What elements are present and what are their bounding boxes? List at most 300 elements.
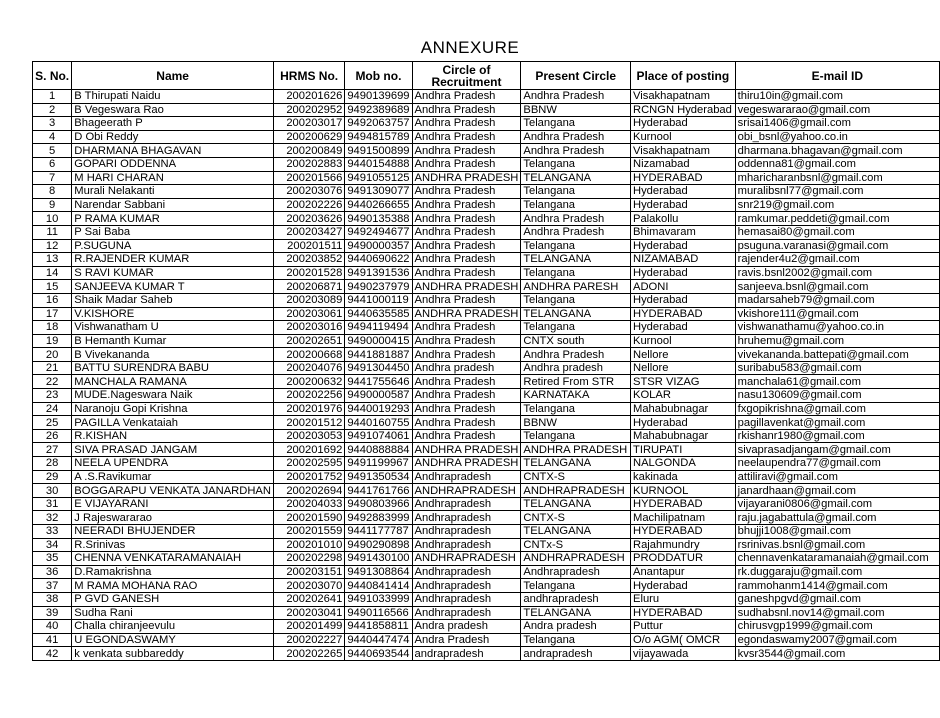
cell-circle-of-recruitment: Andhrapradesh: [412, 565, 521, 579]
cell-present-circle: andhrapradesh: [521, 592, 631, 606]
cell-email: oddenna81@gmail.com: [735, 157, 939, 171]
cell-circle-of-recruitment: ANDHRA PRADESH: [412, 443, 521, 457]
cell-name: B Hemanth Kumar: [72, 334, 274, 348]
cell-hrms-no: 200202694: [273, 484, 344, 498]
column-header-name: Name: [72, 62, 274, 90]
cell-circle-of-recruitment: Andhra Pradesh: [412, 348, 521, 362]
cell-place-of-posting: Visakhapatnam: [631, 144, 736, 158]
cell-place-of-posting: Puttur: [631, 620, 736, 634]
table-row: [33, 511, 940, 525]
cell-mobile: 9492389689: [345, 103, 412, 117]
cell-place-of-posting: KOLAR: [631, 389, 736, 403]
table-row: [33, 416, 940, 430]
cell-name: Vishwanatham U: [72, 321, 274, 335]
cell-place-of-posting: STSR VIZAG: [631, 375, 736, 389]
cell-email: sanjeeva.bsnl@gmail.com: [735, 280, 939, 294]
table-row: [33, 171, 940, 185]
cell-mobile: 9491391536: [345, 266, 412, 280]
cell-name: Bhageerath P: [72, 117, 274, 131]
cell-name: BATTU SURENDRA BABU: [72, 361, 274, 375]
cell-hrms-no: 200203017: [273, 117, 344, 131]
cell-name: PAGILLA Venkataiah: [72, 416, 274, 430]
cell-mobile: 9491074061: [345, 429, 412, 443]
cell-hrms-no: 200201590: [273, 511, 344, 525]
cell-present-circle: TELANGANA: [521, 606, 631, 620]
cell-present-circle: Andra pradesh: [521, 620, 631, 634]
cell-name: P RAMA KUMAR: [72, 212, 274, 226]
column-header-hrms: HRMS No.: [273, 62, 344, 90]
cell-sno: 14: [33, 266, 72, 280]
cell-sno: 41: [33, 633, 72, 647]
cell-present-circle: Telangana: [521, 198, 631, 212]
cell-sno: 15: [33, 280, 72, 294]
cell-mobile: 9491199967: [345, 457, 412, 471]
table-row: [33, 361, 940, 375]
cell-mobile: 9490116566: [345, 606, 412, 620]
cell-email: manchala61@gmail.com: [735, 375, 939, 389]
cell-sno: 37: [33, 579, 72, 593]
cell-name: B Vivekananda: [72, 348, 274, 362]
cell-mobile: 9490139699: [345, 90, 412, 104]
cell-circle-of-recruitment: Andhra Pradesh: [412, 389, 521, 403]
cell-hrms-no: 200202883: [273, 157, 344, 171]
cell-sno: 5: [33, 144, 72, 158]
cell-present-circle: Telangana: [521, 293, 631, 307]
cell-hrms-no: 200201566: [273, 171, 344, 185]
cell-circle-of-recruitment: ANDHRAPRADESH: [412, 484, 521, 498]
cell-hrms-no: 200204033: [273, 497, 344, 511]
cell-email: suribabu583@gmail.com: [735, 361, 939, 375]
cell-name: R.RAJENDER KUMAR: [72, 253, 274, 267]
cell-place-of-posting: kakinada: [631, 470, 736, 484]
table-header-row: [33, 62, 940, 90]
cell-email: snr219@gmail.com: [735, 198, 939, 212]
cell-circle-of-recruitment: ANDHRA PRADESH: [412, 307, 521, 321]
cell-email: vkishore111@gmail.com: [735, 307, 939, 321]
cell-circle-of-recruitment: Andhra Pradesh: [412, 239, 521, 253]
cell-circle-of-recruitment: andrapradesh: [412, 647, 521, 661]
cell-circle-of-recruitment: Andhrapradesh: [412, 470, 521, 484]
cell-name: M RAMA MOHANA RAO: [72, 579, 274, 593]
cell-name: D.Ramakrishna: [72, 565, 274, 579]
cell-sno: 21: [33, 361, 72, 375]
cell-email: neelaupendra77@gmail.com: [735, 457, 939, 471]
cell-place-of-posting: NALGONDA: [631, 457, 736, 471]
table-row: [33, 198, 940, 212]
cell-place-of-posting: ADONI: [631, 280, 736, 294]
cell-circle-of-recruitment: Andhra Pradesh: [412, 198, 521, 212]
cell-hrms-no: 200201512: [273, 416, 344, 430]
cell-circle-of-recruitment: Andhrapradesh: [412, 592, 521, 606]
cell-circle-of-recruitment: Andhrapradesh: [412, 606, 521, 620]
cell-email: rajender4u2@gmail.com: [735, 253, 939, 267]
cell-email: ganeshpgvd@gmail.com: [735, 592, 939, 606]
cell-sno: 7: [33, 171, 72, 185]
cell-mobile: 9440841414: [345, 579, 412, 593]
cell-present-circle: Telangana: [521, 321, 631, 335]
cell-sno: 19: [33, 334, 72, 348]
table-row: [33, 592, 940, 606]
cell-present-circle: Andhra Pradesh: [521, 225, 631, 239]
table-row: [33, 266, 940, 280]
cell-circle-of-recruitment: Andhra Pradesh: [412, 375, 521, 389]
cell-name: S RAVI KUMAR: [72, 266, 274, 280]
cell-mobile: 9441000119: [345, 293, 412, 307]
cell-circle-of-recruitment: Andhra Pradesh: [412, 90, 521, 104]
cell-present-circle: Telangana: [521, 429, 631, 443]
cell-place-of-posting: vijayawada: [631, 647, 736, 661]
cell-hrms-no: 200203041: [273, 606, 344, 620]
cell-sno: 4: [33, 130, 72, 144]
cell-place-of-posting: Nellore: [631, 348, 736, 362]
cell-email: hemasai80@gmail.com: [735, 225, 939, 239]
cell-present-circle: CNTX-S: [521, 511, 631, 525]
cell-present-circle: TELANGANA: [521, 497, 631, 511]
cell-place-of-posting: Hyderabad: [631, 321, 736, 335]
cell-hrms-no: 200202651: [273, 334, 344, 348]
table-row: [33, 484, 940, 498]
cell-place-of-posting: Machilipatnam: [631, 511, 736, 525]
table-row: [33, 470, 940, 484]
table-row: [33, 185, 940, 199]
cell-hrms-no: 200201010: [273, 538, 344, 552]
cell-mobile: 9490000587: [345, 389, 412, 403]
cell-hrms-no: 200200668: [273, 348, 344, 362]
cell-place-of-posting: Mahabubnagar: [631, 429, 736, 443]
cell-sno: 33: [33, 525, 72, 539]
cell-name: M HARI CHARAN: [72, 171, 274, 185]
table-row: [33, 130, 940, 144]
cell-circle-of-recruitment: Andhra Pradesh: [412, 185, 521, 199]
annexure-table: [32, 61, 940, 661]
cell-present-circle: BBNW: [521, 416, 631, 430]
cell-sno: 27: [33, 443, 72, 457]
cell-sno: 30: [33, 484, 72, 498]
table-row: [33, 253, 940, 267]
table-row: [33, 239, 940, 253]
cell-present-circle: BBNW: [521, 103, 631, 117]
cell-circle-of-recruitment: Andhrapradesh: [412, 538, 521, 552]
cell-mobile: 9440154888: [345, 157, 412, 171]
table-row: [33, 443, 940, 457]
cell-hrms-no: 200203061: [273, 307, 344, 321]
table-row: [33, 525, 940, 539]
cell-mobile: 9440160755: [345, 416, 412, 430]
cell-name: Sudha Rani: [72, 606, 274, 620]
cell-email: nasu130609@gmail.com: [735, 389, 939, 403]
table-row: [33, 647, 940, 661]
cell-mobile: 9440447474: [345, 633, 412, 647]
cell-sno: 35: [33, 552, 72, 566]
cell-present-circle: ANDHRAPRADESH: [521, 552, 631, 566]
cell-name: GOPARI ODDENNA: [72, 157, 274, 171]
table-row: [33, 307, 940, 321]
table-row: [33, 117, 940, 131]
cell-email: vishwanathamu@yahoo.co.in: [735, 321, 939, 335]
cell-place-of-posting: Hyderabad: [631, 293, 736, 307]
cell-hrms-no: 200201499: [273, 620, 344, 634]
cell-sno: 13: [33, 253, 72, 267]
cell-mobile: 9491350534: [345, 470, 412, 484]
cell-circle-of-recruitment: Andhrapradesh: [412, 511, 521, 525]
cell-mobile: 9491308864: [345, 565, 412, 579]
cell-hrms-no: 200201528: [273, 266, 344, 280]
cell-present-circle: Andhra Pradesh: [521, 212, 631, 226]
cell-present-circle: Retired From STR: [521, 375, 631, 389]
cell-hrms-no: 200201559: [273, 525, 344, 539]
cell-sno: 10: [33, 212, 72, 226]
cell-place-of-posting: Nellore: [631, 361, 736, 375]
cell-sno: 17: [33, 307, 72, 321]
cell-sno: 16: [33, 293, 72, 307]
cell-mobile: 9440019293: [345, 402, 412, 416]
cell-sno: 25: [33, 416, 72, 430]
table-row: [33, 334, 940, 348]
cell-name: A .S.Ravikumar: [72, 470, 274, 484]
cell-mobile: 9440635585: [345, 307, 412, 321]
cell-mobile: 9490803966: [345, 497, 412, 511]
cell-present-circle: Telangana: [521, 185, 631, 199]
cell-hrms-no: 200203070: [273, 579, 344, 593]
cell-email: rkishanr1980@gmail.com: [735, 429, 939, 443]
cell-circle-of-recruitment: Andhra Pradesh: [412, 253, 521, 267]
cell-present-circle: CNTx-S: [521, 538, 631, 552]
cell-mobile: 9491309077: [345, 185, 412, 199]
cell-circle-of-recruitment: Andhra Pradesh: [412, 103, 521, 117]
cell-mobile: 9491500899: [345, 144, 412, 158]
cell-mobile: 9490290898: [345, 538, 412, 552]
cell-email: hruhemu@gmail.com: [735, 334, 939, 348]
table-row: [33, 606, 940, 620]
cell-name: CHENNA VENKATARAMANAIAH: [72, 552, 274, 566]
cell-circle-of-recruitment: Andhra Pradesh: [412, 429, 521, 443]
cell-hrms-no: 200200849: [273, 144, 344, 158]
cell-email: dharmana.bhagavan@gmail.com: [735, 144, 939, 158]
cell-place-of-posting: Rajahmundry: [631, 538, 736, 552]
cell-email: rammohanm1414@gmail.com: [735, 579, 939, 593]
cell-place-of-posting: KURNOOL: [631, 484, 736, 498]
table-row: [33, 212, 940, 226]
cell-email: muralibsnl77@gmail.com: [735, 185, 939, 199]
cell-circle-of-recruitment: ANDHRA PRADESH: [412, 280, 521, 294]
cell-name: BOGGARAPU VENKATA JANARDHAN: [72, 484, 274, 498]
cell-circle-of-recruitment: Andhra Pradesh: [412, 293, 521, 307]
cell-email: srisai1406@gmail.com: [735, 117, 939, 131]
cell-email: pagillavenkat@gmail.com: [735, 416, 939, 430]
cell-mobile: 9491033999: [345, 592, 412, 606]
table-row: [33, 620, 940, 634]
column-header-sno: S. No.: [33, 62, 72, 90]
table-row: [33, 157, 940, 171]
cell-email: sudhabsnl.nov14@gmail.com: [735, 606, 939, 620]
cell-circle-of-recruitment: Andhrapradesh: [412, 525, 521, 539]
cell-name: Shaik Madar Saheb: [72, 293, 274, 307]
cell-mobile: 9441761766: [345, 484, 412, 498]
cell-circle-of-recruitment: Andhra Pradesh: [412, 144, 521, 158]
table-row: [33, 633, 940, 647]
cell-circle-of-recruitment: Andhra pradesh: [412, 361, 521, 375]
cell-sno: 29: [33, 470, 72, 484]
cell-present-circle: Andhra pradesh: [521, 361, 631, 375]
table-row: [33, 144, 940, 158]
cell-hrms-no: 200201692: [273, 443, 344, 457]
cell-hrms-no: 200203151: [273, 565, 344, 579]
cell-circle-of-recruitment: Andhra Pradesh: [412, 117, 521, 131]
cell-circle-of-recruitment: Andhra Pradesh: [412, 212, 521, 226]
cell-email: chirusvgp1999@gmail.com: [735, 620, 939, 634]
table-row: [33, 565, 940, 579]
cell-sno: 32: [33, 511, 72, 525]
cell-place-of-posting: Hyderabad: [631, 198, 736, 212]
cell-sno: 18: [33, 321, 72, 335]
cell-hrms-no: 200203089: [273, 293, 344, 307]
cell-place-of-posting: NIZAMABAD: [631, 253, 736, 267]
cell-name: NEERADI BHUJENDER: [72, 525, 274, 539]
cell-email: kvsr3544@gmail.com: [735, 647, 939, 661]
cell-email: egondaswamy2007@gmail.com: [735, 633, 939, 647]
cell-circle-of-recruitment: ANDHRA PRADESH: [412, 457, 521, 471]
column-header-present-circle: Present Circle: [521, 62, 631, 90]
cell-mobile: 9492494677: [345, 225, 412, 239]
cell-sno: 11: [33, 225, 72, 239]
cell-place-of-posting: Eluru: [631, 592, 736, 606]
cell-email: janardhaan@gmail.com: [735, 484, 939, 498]
cell-name: V.KISHORE: [72, 307, 274, 321]
cell-circle-of-recruitment: Andhrapradesh: [412, 579, 521, 593]
cell-name: U EGONDASWAMY: [72, 633, 274, 647]
cell-sno: 23: [33, 389, 72, 403]
cell-email: vegeswararao@gmail.com: [735, 103, 939, 117]
cell-hrms-no: 200202256: [273, 389, 344, 403]
cell-present-circle: ANDHRA PARESH: [521, 280, 631, 294]
cell-sno: 40: [33, 620, 72, 634]
cell-sno: 1: [33, 90, 72, 104]
cell-present-circle: Telangana: [521, 402, 631, 416]
cell-present-circle: Andhrapradesh: [521, 565, 631, 579]
cell-email: fxgopikrishna@gmail.com: [735, 402, 939, 416]
table-row: [33, 375, 940, 389]
cell-name: MUDE.Nageswara Naik: [72, 389, 274, 403]
cell-hrms-no: 200202226: [273, 198, 344, 212]
table-row: [33, 497, 940, 511]
cell-sno: 8: [33, 185, 72, 199]
table-row: [33, 429, 940, 443]
cell-name: J Rajeswararao: [72, 511, 274, 525]
cell-circle-of-recruitment: Andra Pradesh: [412, 633, 521, 647]
cell-place-of-posting: Hyderabad: [631, 579, 736, 593]
cell-sno: 24: [33, 402, 72, 416]
table-row: [33, 552, 940, 566]
cell-mobile: 9491304450: [345, 361, 412, 375]
cell-present-circle: ANDHRAPRADESH: [521, 484, 631, 498]
cell-place-of-posting: Visakhapatnam: [631, 90, 736, 104]
cell-present-circle: ANDHRA PRADESH: [521, 443, 631, 457]
cell-hrms-no: 200203852: [273, 253, 344, 267]
cell-hrms-no: 200202298: [273, 552, 344, 566]
cell-sno: 3: [33, 117, 72, 131]
cell-present-circle: Telangana: [521, 266, 631, 280]
cell-sno: 2: [33, 103, 72, 117]
cell-circle-of-recruitment: Andhra Pradesh: [412, 402, 521, 416]
cell-email: mharicharanbsnl@gmail.com: [735, 171, 939, 185]
cell-name: E VIJAYARANI: [72, 497, 274, 511]
table-row: [33, 293, 940, 307]
cell-sno: 26: [33, 429, 72, 443]
cell-sno: 28: [33, 457, 72, 471]
cell-email: vijayarani0806@gmail.com: [735, 497, 939, 511]
cell-place-of-posting: RCNGN Hyderabad: [631, 103, 736, 117]
cell-hrms-no: 200201752: [273, 470, 344, 484]
cell-name: MANCHALA RAMANA: [72, 375, 274, 389]
cell-mobile: 9491430100: [345, 552, 412, 566]
cell-name: k venkata subbareddy: [72, 647, 274, 661]
cell-email: ravis.bsnl2002@gmail.com: [735, 266, 939, 280]
cell-circle-of-recruitment: Andhra Pradesh: [412, 130, 521, 144]
cell-present-circle: TELANGANA: [521, 307, 631, 321]
column-header-circle-of-recruitment: Circle of Recruitment: [412, 62, 521, 90]
cell-present-circle: Telangana: [521, 157, 631, 171]
table-row: [33, 389, 940, 403]
cell-hrms-no: 200203626: [273, 212, 344, 226]
cell-present-circle: CNTX south: [521, 334, 631, 348]
cell-circle-of-recruitment: Andhra Pradesh: [412, 334, 521, 348]
cell-name: B Vegeswara Rao: [72, 103, 274, 117]
cell-place-of-posting: HYDERABAD: [631, 606, 736, 620]
cell-hrms-no: 200202227: [273, 633, 344, 647]
cell-place-of-posting: Bhimavaram: [631, 225, 736, 239]
cell-hrms-no: 200206871: [273, 280, 344, 294]
cell-sno: 9: [33, 198, 72, 212]
cell-email: obi_bsnl@yahoo.co.in: [735, 130, 939, 144]
cell-sno: 38: [33, 592, 72, 606]
cell-hrms-no: 200203053: [273, 429, 344, 443]
cell-present-circle: CNTX-S: [521, 470, 631, 484]
cell-hrms-no: 200202641: [273, 592, 344, 606]
cell-place-of-posting: O/o AGM( OMCR: [631, 633, 736, 647]
cell-circle-of-recruitment: Andhra Pradesh: [412, 321, 521, 335]
table-row: [33, 538, 940, 552]
cell-mobile: 9441858811: [345, 620, 412, 634]
cell-hrms-no: 200201626: [273, 90, 344, 104]
cell-place-of-posting: Hyderabad: [631, 117, 736, 131]
cell-email: attiliravi@gmail.com: [735, 470, 939, 484]
cell-sno: 20: [33, 348, 72, 362]
table-row: [33, 321, 940, 335]
cell-place-of-posting: Hyderabad: [631, 266, 736, 280]
table-row: [33, 225, 940, 239]
cell-hrms-no: 200203427: [273, 225, 344, 239]
cell-name: NEELA UPENDRA: [72, 457, 274, 471]
cell-mobile: 9441177787: [345, 525, 412, 539]
cell-place-of-posting: Mahabubnagar: [631, 402, 736, 416]
cell-hrms-no: 200202265: [273, 647, 344, 661]
cell-present-circle: Andhra Pradesh: [521, 144, 631, 158]
cell-present-circle: TELANGANA: [521, 457, 631, 471]
cell-mobile: 9491055125: [345, 171, 412, 185]
cell-circle-of-recruitment: ANDHRAPRADESH: [412, 552, 521, 566]
cell-place-of-posting: HYDERABAD: [631, 497, 736, 511]
cell-present-circle: Telangana: [521, 117, 631, 131]
cell-place-of-posting: TIRUPATI: [631, 443, 736, 457]
cell-present-circle: Telangana: [521, 239, 631, 253]
cell-name: DHARMANA BHAGAVAN: [72, 144, 274, 158]
cell-hrms-no: 200203016: [273, 321, 344, 335]
cell-name: D Obi Reddy: [72, 130, 274, 144]
cell-place-of-posting: Anantapur: [631, 565, 736, 579]
cell-email: thiru10in@gmail.com: [735, 90, 939, 104]
cell-place-of-posting: PRODDATUR: [631, 552, 736, 566]
cell-circle-of-recruitment: Andhra Pradesh: [412, 416, 521, 430]
